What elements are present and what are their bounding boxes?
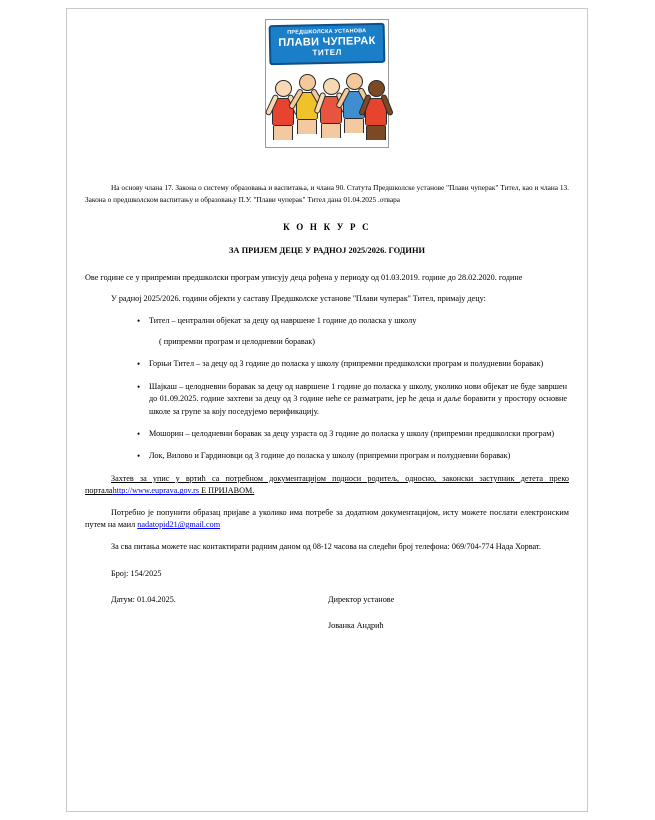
list-item-text: Лок, Вилово и Гардиновци од 3 године до поласка у школу (припремни програм и полудневни боравак) (149, 451, 511, 461)
euprava-link[interactable]: http://www.euprava.gov.rs (112, 486, 200, 496)
list-item-text: Горњи Тител – за децу од 3 године до поласка у школу (припремни предшколски програм и полудневни боравак) (149, 359, 544, 369)
director-name: Јованка Андрић (328, 620, 384, 630)
logo-line-3: ТИТЕЛ (312, 47, 343, 58)
paragraph-application-portal (85, 473, 569, 498)
list-item (149, 358, 569, 370)
email-instructions-text: Потребно је попунити образац пријаве а уколико има потребе за додатном документацијом, исту можете послати електронским путем на маил (85, 507, 569, 530)
list-item-text: Тител – централни објекат за децу од навршене 1 године до поласка у школу (149, 315, 417, 325)
document-body (67, 9, 587, 633)
list-item (149, 450, 569, 462)
list-item (149, 428, 569, 440)
application-portal-suffix: Е ПРИЈАВОМ. (199, 486, 255, 496)
preschool-logo (265, 19, 389, 148)
email-link[interactable]: nadatopid21@gmail.com (137, 520, 221, 530)
logo-line-1: ПРЕДШКОЛСКА УСТАНОВА (287, 28, 367, 36)
list-item-text: Мошорин – целодневни боравак за децу узраста од 3 године до поласка у школу (припремни предшколски програм) (149, 429, 555, 439)
paragraph-enrollment-period: Ове године се у припремни предшколски програм уписују деца рођена у периоду од 01.03.2019. године до 28.02.2020. године (85, 272, 523, 282)
document-number: Број: 154/2025 (111, 568, 162, 578)
document-date: Датум: 01.04.2025. (111, 594, 176, 604)
child-figure-5 (364, 80, 388, 140)
intro-paragraph: На основу члана 17. Закона о систему образовања и васпитања, и члана 90. Статута Предшколске установе "Плави чуперак" Тител, као и члана 13. Закона о предшколском васпитању и образовању П.У. "Плави чуперак" Тител дана 01.04.2025 .отвара (85, 183, 569, 204)
document-page (66, 8, 588, 812)
list-item-text: Шајкаш – целодневни боравак за децу од навршене 1 године до поласка у школу, уколико нови објекат не буде завршен до 01.09.2025. године захтеви за децу од 3 године неће се разматрати, јер ће деца и даље боравити у простору основне школе за групе за коју поседујемо верификацију. (149, 381, 567, 416)
page-title: К О Н К У Р С (283, 222, 371, 232)
signature-block (85, 567, 569, 633)
logo-children-illustration (269, 62, 385, 142)
paragraph-email-instructions (85, 507, 569, 532)
director-label: Директор установе (328, 594, 395, 604)
application-portal-text: Захтев за упис у вртић са потребном документацијом подноси родитељ, односно, законски заступник детета преко портала (85, 473, 569, 496)
paragraph-contact-phone: За сва питања можете нас контактирати радним даном од 08-12 часова на следећи број телефона: 069/704-774 Нада Хорват. (111, 541, 541, 551)
page-subtitle: ЗА ПРИЈЕМ ДЕЦЕ У РАДНОЈ 2025/2026. ГОДИНИ (229, 246, 425, 256)
facilities-list (85, 315, 569, 463)
list-item (149, 381, 569, 418)
list-item-note: ( припремни програм и целодневни боравак) (159, 337, 315, 347)
list-item (149, 315, 569, 349)
logo-banner (269, 23, 386, 65)
logo-line-2: ПЛАВИ ЧУПЕРАК (278, 34, 376, 50)
paragraph-facilities-intro: У радној 2025/2026. години објекти у саставу Предшколске установе ''Плави чуперак'' Тител, примају децу: (111, 294, 486, 304)
child-figure-1 (271, 80, 295, 140)
